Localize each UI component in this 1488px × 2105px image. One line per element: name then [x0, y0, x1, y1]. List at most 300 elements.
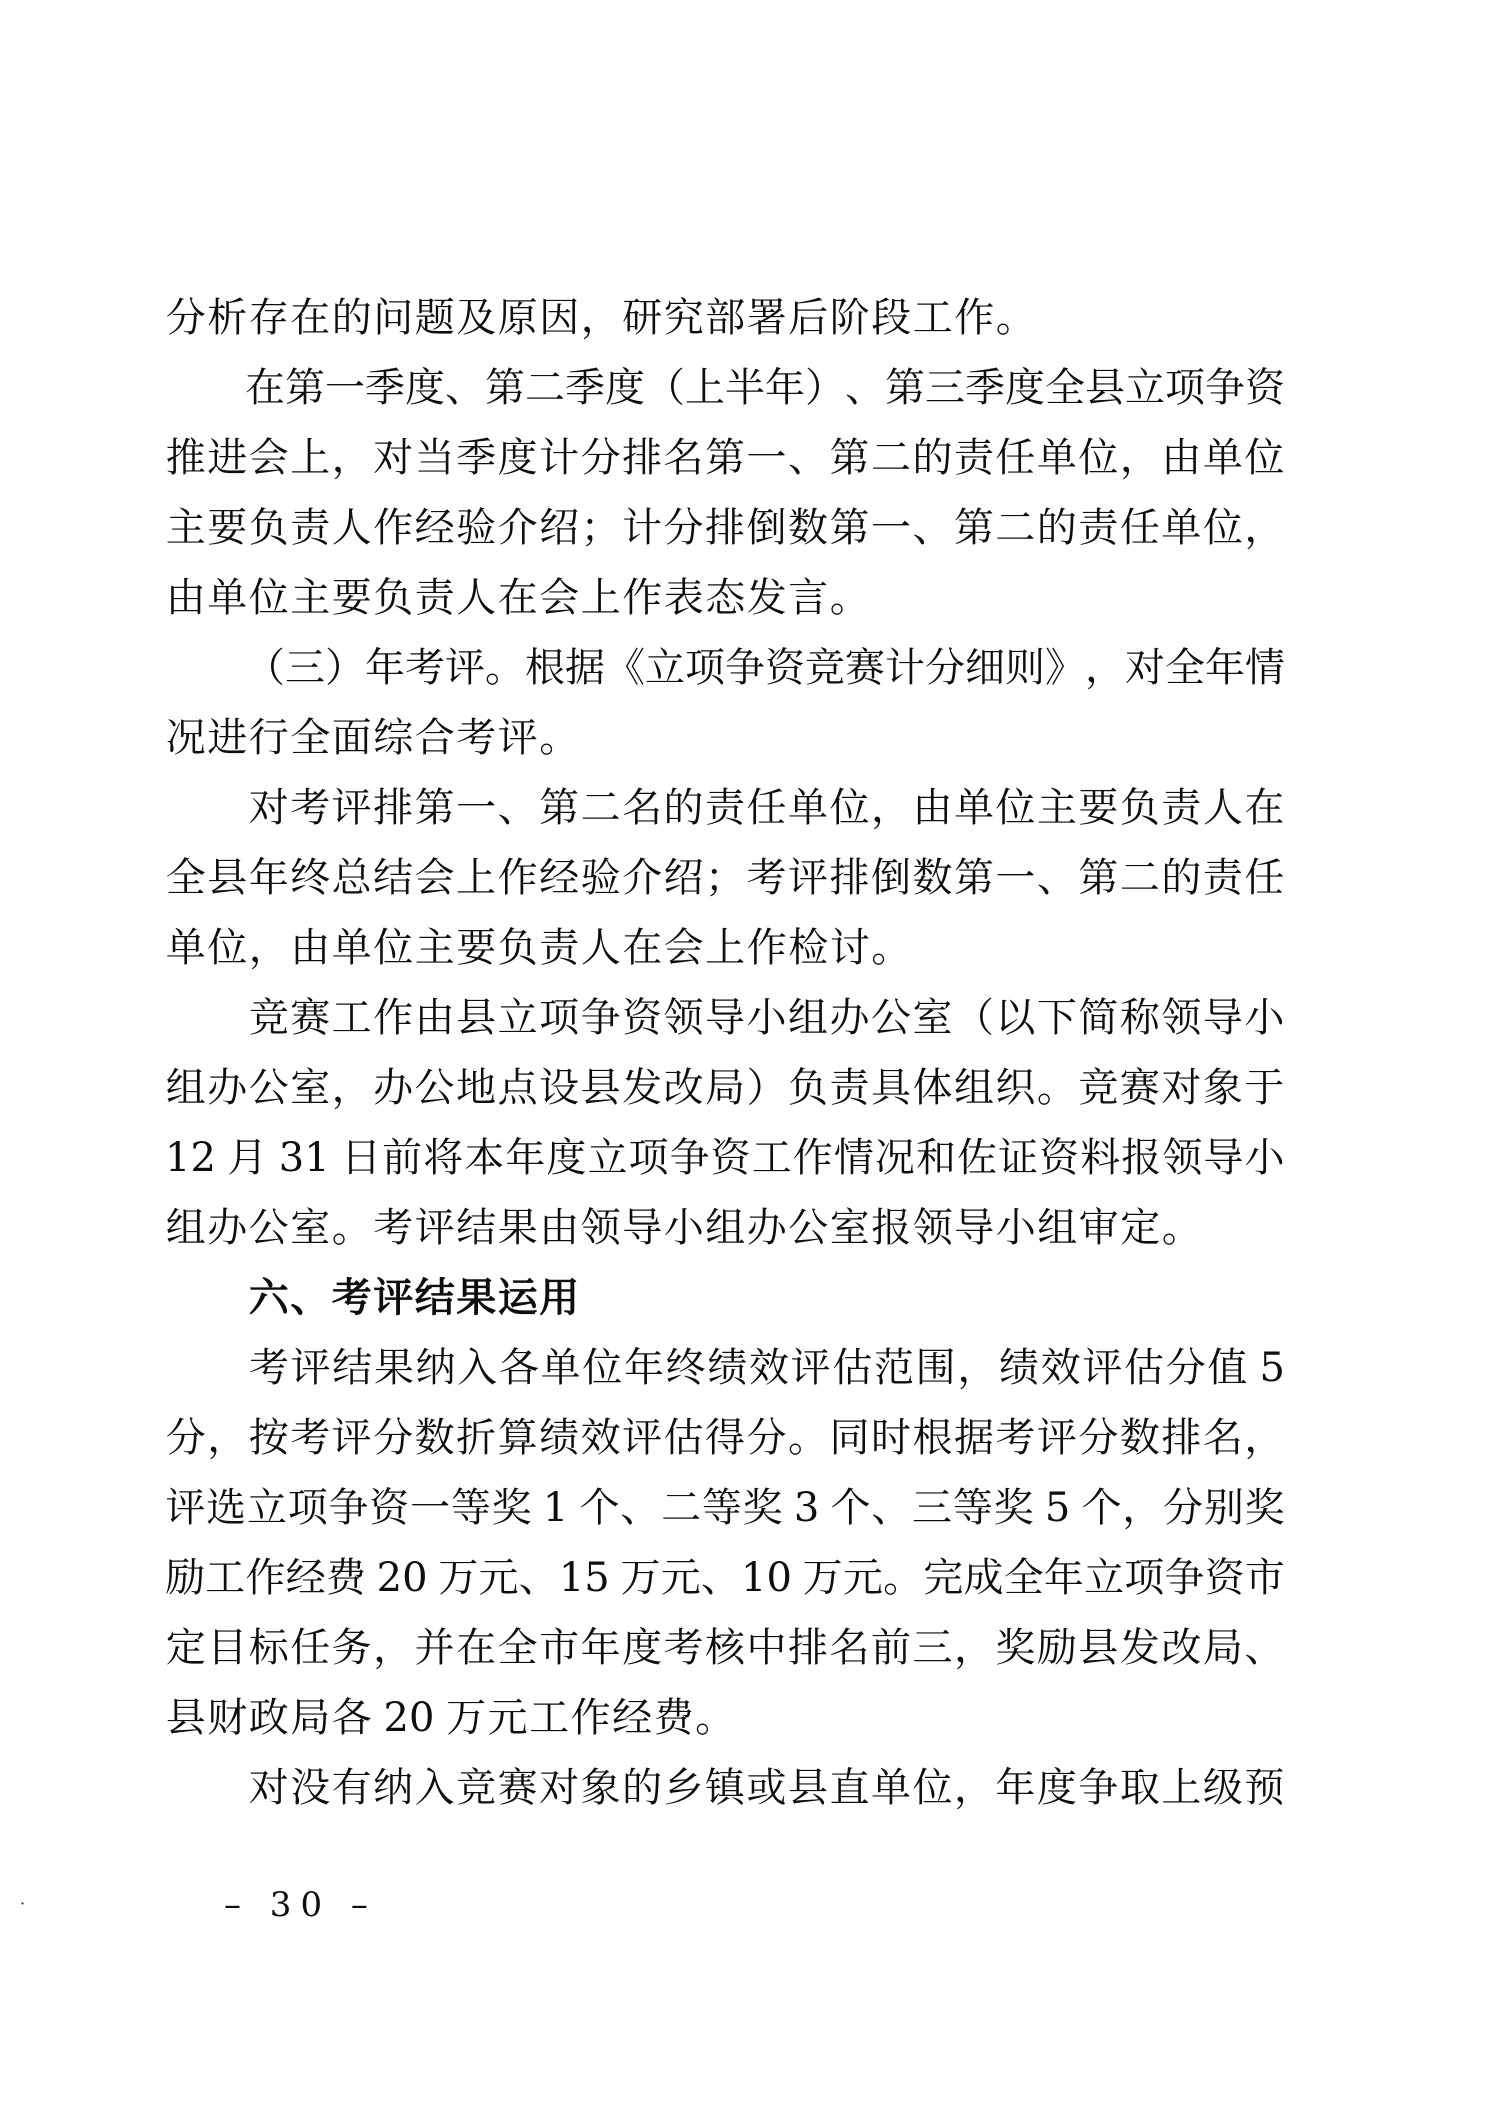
glyph: 会 — [414, 855, 455, 901]
glyph: 定 — [165, 1625, 206, 1671]
glyph: 全 — [1003, 1555, 1044, 1601]
glyph: 作 — [245, 1555, 286, 1601]
glyph: 表 — [663, 575, 704, 621]
glyph: 务 — [331, 1625, 372, 1671]
glyph: 乡 — [663, 1765, 704, 1811]
glyph: 县 — [207, 855, 248, 901]
glyph: 办 — [829, 995, 870, 1041]
glyph: 作 — [954, 295, 995, 341]
paragraph-indent — [165, 1333, 248, 1403]
glyph: 简 — [1078, 995, 1119, 1041]
glyph: 二 — [1119, 855, 1160, 901]
glyph: 度 — [1036, 1765, 1077, 1811]
glyph: 度 — [497, 435, 538, 481]
glyph: 项 — [685, 645, 725, 691]
glyph: 由 — [1161, 435, 1202, 481]
glyph: 。 — [1036, 1065, 1077, 1111]
glyph: 标 — [248, 1625, 289, 1671]
glyph: 项 — [628, 1135, 669, 1181]
glyph: ， — [1085, 645, 1125, 691]
glyph: 赛 — [845, 645, 885, 691]
paragraph-indent — [165, 633, 245, 703]
glyph: 元 — [478, 1555, 519, 1601]
glyph: 经 — [539, 855, 580, 901]
glyph: 计 — [539, 435, 580, 481]
glyph: 元 — [487, 1695, 528, 1741]
glyph: 单 — [540, 1345, 581, 1391]
glyph: 由 — [912, 785, 953, 831]
glyph: 组 — [1037, 1205, 1078, 1251]
glyph: ； — [580, 505, 621, 551]
glyph: 值 — [1207, 1345, 1248, 1391]
glyph: 绩 — [539, 1415, 580, 1461]
glyph: 评 — [290, 1345, 331, 1391]
glyph: 排 — [705, 505, 746, 551]
glyph: 全 — [1045, 365, 1085, 411]
glyph: 《 — [605, 645, 645, 691]
glyph: ） — [746, 1065, 787, 1111]
glyph: 单 — [1036, 435, 1077, 481]
glyph: 任 — [995, 435, 1036, 481]
section-heading-line — [165, 1263, 1285, 1333]
glyph: 料 — [1080, 1135, 1121, 1181]
glyph: ， — [248, 925, 289, 971]
glyph: （ — [645, 365, 685, 411]
glyph: 争 — [328, 1485, 369, 1531]
glyph: 各 — [331, 1695, 372, 1741]
glyph: 位 — [248, 575, 289, 621]
glyph: 结 — [332, 1345, 373, 1391]
glyph: 励 — [1036, 1625, 1077, 1671]
glyph: 赛 — [290, 995, 331, 1041]
glyph: 公 — [870, 995, 911, 1041]
glyph: 2 — [383, 1695, 409, 1741]
glyph: 资 — [369, 1485, 410, 1531]
glyph: 第 — [829, 435, 870, 481]
glyph: 小 — [1244, 995, 1285, 1041]
glyph: 、 — [871, 1485, 912, 1531]
glyph: 负 — [497, 925, 538, 971]
glyph: 导 — [1202, 995, 1243, 1041]
glyph: 面 — [331, 715, 372, 761]
glyph: 等 — [952, 1485, 993, 1531]
glyph: 介 — [622, 855, 663, 901]
glyph: 竞 — [805, 645, 845, 691]
glyph: 。 — [1161, 1205, 1202, 1251]
glyph: 等 — [450, 1485, 491, 1531]
glyph: 作 — [622, 575, 663, 621]
glyph: 单 — [788, 785, 828, 831]
glyph: 二 — [525, 365, 565, 411]
glyph: 奖 — [491, 1485, 532, 1531]
glyph: 佐 — [957, 1135, 998, 1181]
glyph: 结 — [456, 1205, 497, 1251]
glyph: 要 — [207, 505, 248, 551]
glyph: 组 — [705, 1205, 746, 1251]
glyph: 在 — [456, 1625, 497, 1671]
glyph: 位 — [582, 1345, 623, 1391]
glyph: 3 — [278, 1135, 305, 1181]
glyph: 数 — [1119, 1415, 1160, 1461]
glyph: 分 — [663, 505, 704, 551]
glyph: 分 — [746, 1415, 787, 1461]
glyph: 对 — [1161, 1065, 1202, 1111]
glyph: 则 — [1005, 645, 1045, 691]
glyph: 介 — [497, 505, 538, 551]
glyph: 室 — [829, 1205, 870, 1251]
glyph: 度 — [546, 1135, 587, 1181]
glyph: 一 — [456, 785, 497, 831]
glyph: 称 — [1119, 995, 1160, 1041]
glyph — [532, 1473, 543, 1543]
glyph — [610, 1543, 621, 1613]
glyph: 1 — [165, 1135, 191, 1181]
glyph: 或 — [746, 1765, 787, 1811]
glyph: 万 — [446, 1695, 487, 1741]
glyph: 六 — [248, 1275, 289, 1321]
glyph: 月 — [227, 1135, 268, 1181]
glyph: 段 — [871, 295, 912, 341]
glyph: 绩 — [999, 1345, 1040, 1391]
glyph: 完 — [923, 1555, 964, 1601]
glyph: 争 — [669, 1135, 710, 1181]
glyph: 的 — [912, 435, 953, 481]
glyph: 计 — [622, 505, 663, 551]
glyph: 分 — [1163, 1485, 1204, 1531]
glyph: 考 — [290, 785, 331, 831]
glyph: 项 — [1165, 365, 1205, 411]
glyph: 一 — [870, 505, 911, 551]
glyph: 季 — [565, 365, 605, 411]
glyph: 由 — [414, 995, 455, 1041]
glyph: 责 — [414, 575, 455, 621]
glyph: 纳 — [415, 1345, 456, 1391]
glyph: 财 — [207, 1695, 248, 1741]
glyph: 运 — [497, 1275, 538, 1321]
glyph: 预 — [1244, 1765, 1285, 1811]
glyph: 年 — [765, 365, 805, 411]
glyph: 年 — [365, 645, 405, 691]
paragraph-indent — [165, 983, 248, 1053]
glyph: 年 — [1205, 645, 1245, 691]
glyph: 资 — [1204, 1555, 1245, 1601]
glyph: 、 — [845, 365, 885, 411]
glyph: 位 — [1244, 435, 1285, 481]
glyph: 综 — [373, 715, 414, 761]
glyph: 任 — [1119, 505, 1160, 551]
glyph: 位 — [207, 925, 248, 971]
glyph: 季 — [456, 435, 497, 481]
glyph: 1 — [304, 1135, 330, 1181]
glyph: 研 — [622, 295, 663, 341]
glyph: 组 — [165, 1205, 206, 1251]
glyph: 项 — [1124, 1555, 1165, 1601]
glyph: 绍 — [663, 855, 704, 901]
glyph: 二 — [995, 505, 1036, 551]
glyph: 言 — [788, 575, 829, 621]
glyph: 要 — [456, 925, 497, 971]
glyph: 在 — [497, 575, 538, 621]
glyph: 争 — [1164, 1555, 1205, 1601]
glyph: 办 — [207, 1205, 248, 1251]
glyph: 第 — [414, 785, 455, 831]
glyph: 资 — [1245, 365, 1285, 411]
glyph: 一 — [995, 855, 1036, 901]
glyph: 人 — [580, 925, 621, 971]
glyph: 、 — [912, 505, 953, 551]
glyph: 第 — [705, 435, 746, 481]
glyph: 争 — [1078, 1765, 1119, 1811]
paragraph-indent — [165, 1753, 248, 1823]
glyph: 情 — [1245, 645, 1285, 691]
glyph: 小 — [663, 1205, 704, 1251]
glyph: 围 — [915, 1345, 956, 1391]
glyph: 并 — [414, 1625, 455, 1671]
glyph: ， — [373, 1625, 414, 1671]
glyph: 竞 — [1078, 1065, 1119, 1111]
glyph: 入 — [414, 1765, 455, 1811]
glyph: 作 — [746, 925, 787, 971]
glyph: 0 — [402, 1555, 428, 1601]
glyph: 结 — [373, 855, 414, 901]
glyph: 主 — [1036, 785, 1077, 831]
glyph: 作 — [792, 1135, 833, 1181]
glyph: 名 — [663, 435, 704, 481]
glyph: 将 — [423, 1135, 464, 1181]
glyph: 第 — [953, 855, 994, 901]
glyph: 上 — [1161, 1765, 1202, 1811]
document-line — [165, 283, 1285, 353]
glyph: 由 — [290, 925, 331, 971]
glyph — [428, 1543, 439, 1613]
glyph: 室 — [290, 1205, 331, 1251]
glyph: 5 — [1044, 1485, 1071, 1531]
glyph: 0 — [408, 1695, 435, 1741]
glyph: 导 — [954, 1205, 995, 1251]
glyph: 、 — [788, 435, 828, 481]
glyph: 第 — [953, 505, 994, 551]
glyph: 算 — [497, 1415, 538, 1461]
glyph: 办 — [373, 1065, 414, 1111]
glyph: 三 — [912, 1485, 953, 1531]
glyph: 项 — [287, 1485, 328, 1531]
glyph: 经 — [414, 505, 455, 551]
glyph: 负 — [373, 575, 414, 621]
document-body — [165, 283, 1285, 1823]
glyph: 当 — [414, 435, 455, 481]
glyph: 、 — [700, 1555, 741, 1601]
glyph: 2 — [190, 1135, 216, 1181]
glyph: ） — [805, 365, 845, 411]
glyph: 县 — [1078, 1625, 1119, 1671]
glyph: 位 — [829, 785, 870, 831]
glyph: 局 — [1202, 1625, 1243, 1671]
glyph: 、 — [290, 1275, 331, 1321]
glyph: 。 — [485, 645, 525, 691]
glyph: 工 — [331, 995, 372, 1041]
glyph: 报 — [871, 1205, 912, 1251]
glyph: 责 — [1161, 785, 1202, 831]
glyph: 第 — [885, 365, 925, 411]
glyph: 评 — [445, 645, 485, 691]
glyph: 有 — [331, 1765, 372, 1811]
glyph: 对 — [373, 435, 414, 481]
glyph: 排 — [373, 785, 414, 831]
glyph: 究 — [663, 295, 704, 341]
glyph: 名 — [622, 785, 663, 831]
glyph: 用 — [539, 1275, 580, 1321]
glyph: 立 — [1084, 1555, 1125, 1601]
glyph: 象 — [580, 1765, 621, 1811]
glyph: 分 — [165, 295, 206, 341]
glyph: 成 — [963, 1555, 1004, 1601]
glyph: 在 — [1244, 785, 1285, 831]
glyph: ， — [1244, 1415, 1285, 1461]
glyph: 全 — [290, 715, 331, 761]
glyph: 季 — [365, 365, 405, 411]
glyph: 。 — [995, 295, 1036, 341]
glyph: 名 — [829, 1625, 870, 1671]
glyph: 5 — [584, 1555, 610, 1601]
document-line — [165, 1613, 1285, 1683]
glyph: 。 — [829, 575, 870, 621]
glyph: 象 — [1202, 1065, 1243, 1111]
glyph: 县 — [456, 995, 497, 1041]
glyph: 评 — [1036, 1415, 1077, 1461]
glyph: 考 — [290, 1415, 331, 1461]
glyph: 效 — [580, 1415, 621, 1461]
glyph: 三 — [912, 1625, 953, 1671]
glyph: 因 — [539, 295, 580, 341]
glyph — [819, 1473, 830, 1543]
document-line — [165, 423, 1285, 493]
glyph: 立 — [497, 995, 538, 1041]
glyph: 领 — [663, 995, 704, 1041]
glyph: 年 — [505, 1135, 546, 1181]
glyph: 合 — [414, 715, 455, 761]
glyph: 署 — [746, 295, 787, 341]
document-line — [165, 1123, 1285, 1193]
glyph: ） — [325, 645, 365, 691]
glyph — [568, 1473, 579, 1543]
glyph: 评 — [622, 1415, 663, 1461]
glyph: 公 — [248, 1065, 289, 1111]
glyph: 第 — [485, 365, 525, 411]
glyph: 分 — [165, 1415, 206, 1461]
glyph: 组 — [788, 995, 828, 1041]
glyph: 季 — [965, 365, 1005, 411]
glyph: 度 — [605, 365, 645, 411]
paragraph-indent — [165, 773, 248, 843]
glyph: 人 — [331, 505, 372, 551]
glyph: 立 — [246, 1485, 287, 1531]
glyph: 分 — [373, 1415, 414, 1461]
glyph: 纳 — [373, 1765, 414, 1811]
glyph: 政 — [248, 1695, 289, 1741]
glyph: 发 — [1119, 1625, 1160, 1671]
glyph: 个 — [579, 1485, 620, 1531]
glyph: 果 — [497, 1205, 538, 1251]
document-line — [165, 1053, 1285, 1123]
glyph: 单 — [331, 925, 372, 971]
glyph: 会 — [539, 575, 580, 621]
glyph: 讨 — [829, 925, 870, 971]
glyph: 果 — [373, 1345, 414, 1391]
glyph: 度 — [405, 365, 445, 411]
glyph: 工 — [912, 295, 953, 341]
glyph: 导 — [1203, 1135, 1244, 1181]
glyph: 考 — [373, 1205, 414, 1251]
glyph: 工 — [529, 1695, 570, 1741]
glyph: 绩 — [707, 1345, 748, 1391]
glyph: 根 — [912, 1415, 953, 1461]
glyph: 主 — [290, 575, 331, 621]
glyph: 导 — [622, 1205, 663, 1251]
glyph: 小 — [995, 1205, 1036, 1251]
glyph: 工 — [205, 1555, 246, 1601]
glyph: 以 — [995, 995, 1036, 1041]
glyph: 竞 — [456, 1765, 497, 1811]
glyph: 对 — [1125, 645, 1165, 691]
glyph: 核 — [705, 1625, 746, 1671]
glyph: 效 — [1040, 1345, 1081, 1391]
glyph: 上 — [456, 855, 497, 901]
glyph: 半 — [725, 365, 765, 411]
glyph: 分 — [925, 645, 965, 691]
glyph: 下 — [1036, 995, 1077, 1041]
glyph: 奖 — [742, 1485, 783, 1531]
glyph: 作 — [373, 505, 414, 551]
glyph: 年 — [248, 855, 289, 901]
glyph: 估 — [1124, 1345, 1165, 1391]
glyph: 奖 — [993, 1485, 1034, 1531]
glyph: 、 — [1244, 1625, 1285, 1671]
glyph: 态 — [705, 575, 746, 621]
glyph: 责 — [1202, 855, 1243, 901]
glyph: 行 — [248, 715, 289, 761]
glyph: 领 — [912, 1205, 953, 1251]
glyph: 组 — [165, 1065, 206, 1111]
glyph: 范 — [874, 1345, 914, 1391]
glyph: 前 — [382, 1135, 423, 1181]
glyph: 效 — [748, 1345, 789, 1391]
glyph: 数 — [414, 1415, 455, 1461]
glyph: 评 — [165, 1485, 206, 1531]
glyph: 县 — [165, 1695, 206, 1741]
glyph: 领 — [1161, 995, 1202, 1041]
glyph: 细 — [965, 645, 1005, 691]
glyph: 况 — [165, 715, 206, 761]
glyph: 项 — [539, 995, 580, 1041]
paragraph-indent — [165, 353, 245, 423]
document-line — [165, 1403, 1285, 1473]
glyph: 直 — [829, 1765, 870, 1811]
glyph: ， — [870, 785, 911, 831]
glyph: 领 — [1162, 1135, 1203, 1181]
glyph — [1034, 1473, 1045, 1543]
glyph — [216, 1123, 227, 1193]
glyph: 5 — [1259, 1345, 1285, 1391]
glyph: 作 — [373, 995, 414, 1041]
glyph: 倒 — [746, 505, 787, 551]
glyph: 。 — [871, 925, 912, 971]
glyph: 第 — [1078, 855, 1119, 901]
glyph: 考 — [995, 1415, 1036, 1461]
glyph: 分 — [1078, 1415, 1119, 1461]
document-line — [165, 1683, 1285, 1753]
glyph: 的 — [622, 1765, 663, 1811]
glyph: 公 — [414, 1065, 455, 1111]
